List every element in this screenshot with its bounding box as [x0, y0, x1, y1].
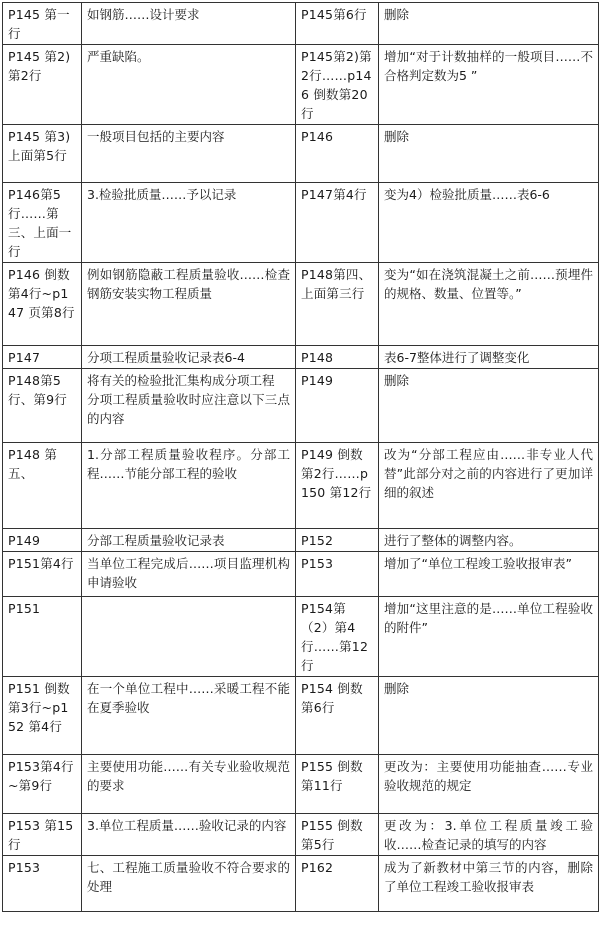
- old-content-cell: 分部工程质量验收记录表: [82, 529, 296, 552]
- table-row: [3, 125, 599, 183]
- table-row: [3, 45, 599, 125]
- table-row: [3, 3, 599, 45]
- table-row: [3, 755, 599, 814]
- new-page-cell: P149: [296, 369, 379, 443]
- old-content-cell: 3.单位工程质量……验收记录的内容: [82, 814, 296, 856]
- new-content-cell: 删除: [379, 677, 599, 755]
- old-page-cell: P147: [3, 346, 82, 369]
- table-row: [3, 443, 599, 529]
- old-content-cell: 如钢筋……设计要求: [82, 3, 296, 45]
- old-content-cell: 3.检验批质量……予以记录: [82, 183, 296, 263]
- old-page-cell: P153: [3, 856, 82, 912]
- table-row: [3, 263, 599, 346]
- old-content-cell: [82, 597, 296, 677]
- new-page-cell: P148: [296, 346, 379, 369]
- new-page-cell: P145第6行: [296, 3, 379, 45]
- new-content-cell: 增加了“单位工程竣工验收报审表”: [379, 552, 599, 597]
- old-content-cell: 一般项目包括的主要内容: [82, 125, 296, 183]
- old-page-cell: P151: [3, 597, 82, 677]
- table-row: [3, 677, 599, 755]
- old-page-cell: P151第4行: [3, 552, 82, 597]
- new-content-cell: 删除: [379, 369, 599, 443]
- table-row: [3, 529, 599, 552]
- new-page-cell: P149 倒数第2行……p150 第12行: [296, 443, 379, 529]
- old-content-cell: 在一个单位工程中……采暖工程不能在夏季验收: [82, 677, 296, 755]
- new-content-cell: 更改为：主要使用功能抽查……专业验收规范的规定: [379, 755, 599, 814]
- new-content-cell: 删除: [379, 3, 599, 45]
- new-content-cell: 成为了新教材中第三节的内容，删除了单位工程竣工验收报审表: [379, 856, 599, 912]
- new-content-cell: 变为“如在浇筑混凝土之前……预埋件的规格、数量、位置等。”: [379, 263, 599, 346]
- old-page-cell: P146第5行……第三、上面一行: [3, 183, 82, 263]
- new-content-cell: 进行了整体的调整内容。: [379, 529, 599, 552]
- old-content-cell: 例如钢筋隐蔽工程质量验收……检查钢筋安装实物工程质量: [82, 263, 296, 346]
- old-page-cell: P153 第15行: [3, 814, 82, 856]
- table-row: [3, 552, 599, 597]
- new-page-cell: P147第4行: [296, 183, 379, 263]
- new-page-cell: P155 倒数第11行: [296, 755, 379, 814]
- table-row: [3, 814, 599, 856]
- new-page-cell: P155 倒数第5行: [296, 814, 379, 856]
- old-page-cell: P153第4行~第9行: [3, 755, 82, 814]
- new-content-cell: 改为“分部工程应由……非专业人代替”此部分对之前的内容进行了更加详细的叙述: [379, 443, 599, 529]
- new-page-cell: P145第2)第2行……p146 倒数第20行: [296, 45, 379, 125]
- old-content-cell: 分项工程质量验收记录表6-4: [82, 346, 296, 369]
- table-row: [3, 597, 599, 677]
- new-page-cell: P154第（2）第4行……第12行: [296, 597, 379, 677]
- new-content-cell: 删除: [379, 125, 599, 183]
- old-page-cell: P151 倒数第3行~p152 第4行: [3, 677, 82, 755]
- old-content-cell: 将有关的检验批汇集构成分项工程 分项工程质量验收时应注意以下三点的内容: [82, 369, 296, 443]
- new-content-cell: 表6-7整体进行了调整变化: [379, 346, 599, 369]
- old-content-cell: 1.分部工程质量验收程序。分部工程……节能分部工程的验收: [82, 443, 296, 529]
- new-page-cell: P153: [296, 552, 379, 597]
- new-content-cell: 更改为：3.单位工程质量竣工验收……检查记录的填写的内容: [379, 814, 599, 856]
- table-row: [3, 856, 599, 912]
- old-content-cell: 七、工程施工质量验收不符合要求的处理: [82, 856, 296, 912]
- new-page-cell: P162: [296, 856, 379, 912]
- table-row: [3, 183, 599, 263]
- old-page-cell: P148 第五、: [3, 443, 82, 529]
- old-page-cell: P148第5行、第9行: [3, 369, 82, 443]
- old-page-cell: P145 第3)上面第5行: [3, 125, 82, 183]
- table-row: [3, 346, 599, 369]
- old-page-cell: P146 倒数第4行~p147 页第8行: [3, 263, 82, 346]
- textbook-change-table: [2, 2, 599, 912]
- new-page-cell: P148第四、上面第三行: [296, 263, 379, 346]
- old-page-cell: P149: [3, 529, 82, 552]
- new-content-cell: 增加“这里注意的是……单位工程验收的附件”: [379, 597, 599, 677]
- table-row: [3, 369, 599, 443]
- old-content-cell: 当单位工程完成后……项目监理机构申请验收: [82, 552, 296, 597]
- new-content-cell: 增加“对于计数抽样的一般项目……不合格判定数为5 ”: [379, 45, 599, 125]
- new-page-cell: P154 倒数第6行: [296, 677, 379, 755]
- old-content-cell: 主要使用功能……有关专业验收规范的要求: [82, 755, 296, 814]
- new-content-cell: 变为4）检验批质量……表6-6: [379, 183, 599, 263]
- old-content-cell: 严重缺陷。: [82, 45, 296, 125]
- old-page-cell: P145 第一行: [3, 3, 82, 45]
- new-page-cell: P146: [296, 125, 379, 183]
- old-page-cell: P145 第2)第2行: [3, 45, 82, 125]
- new-page-cell: P152: [296, 529, 379, 552]
